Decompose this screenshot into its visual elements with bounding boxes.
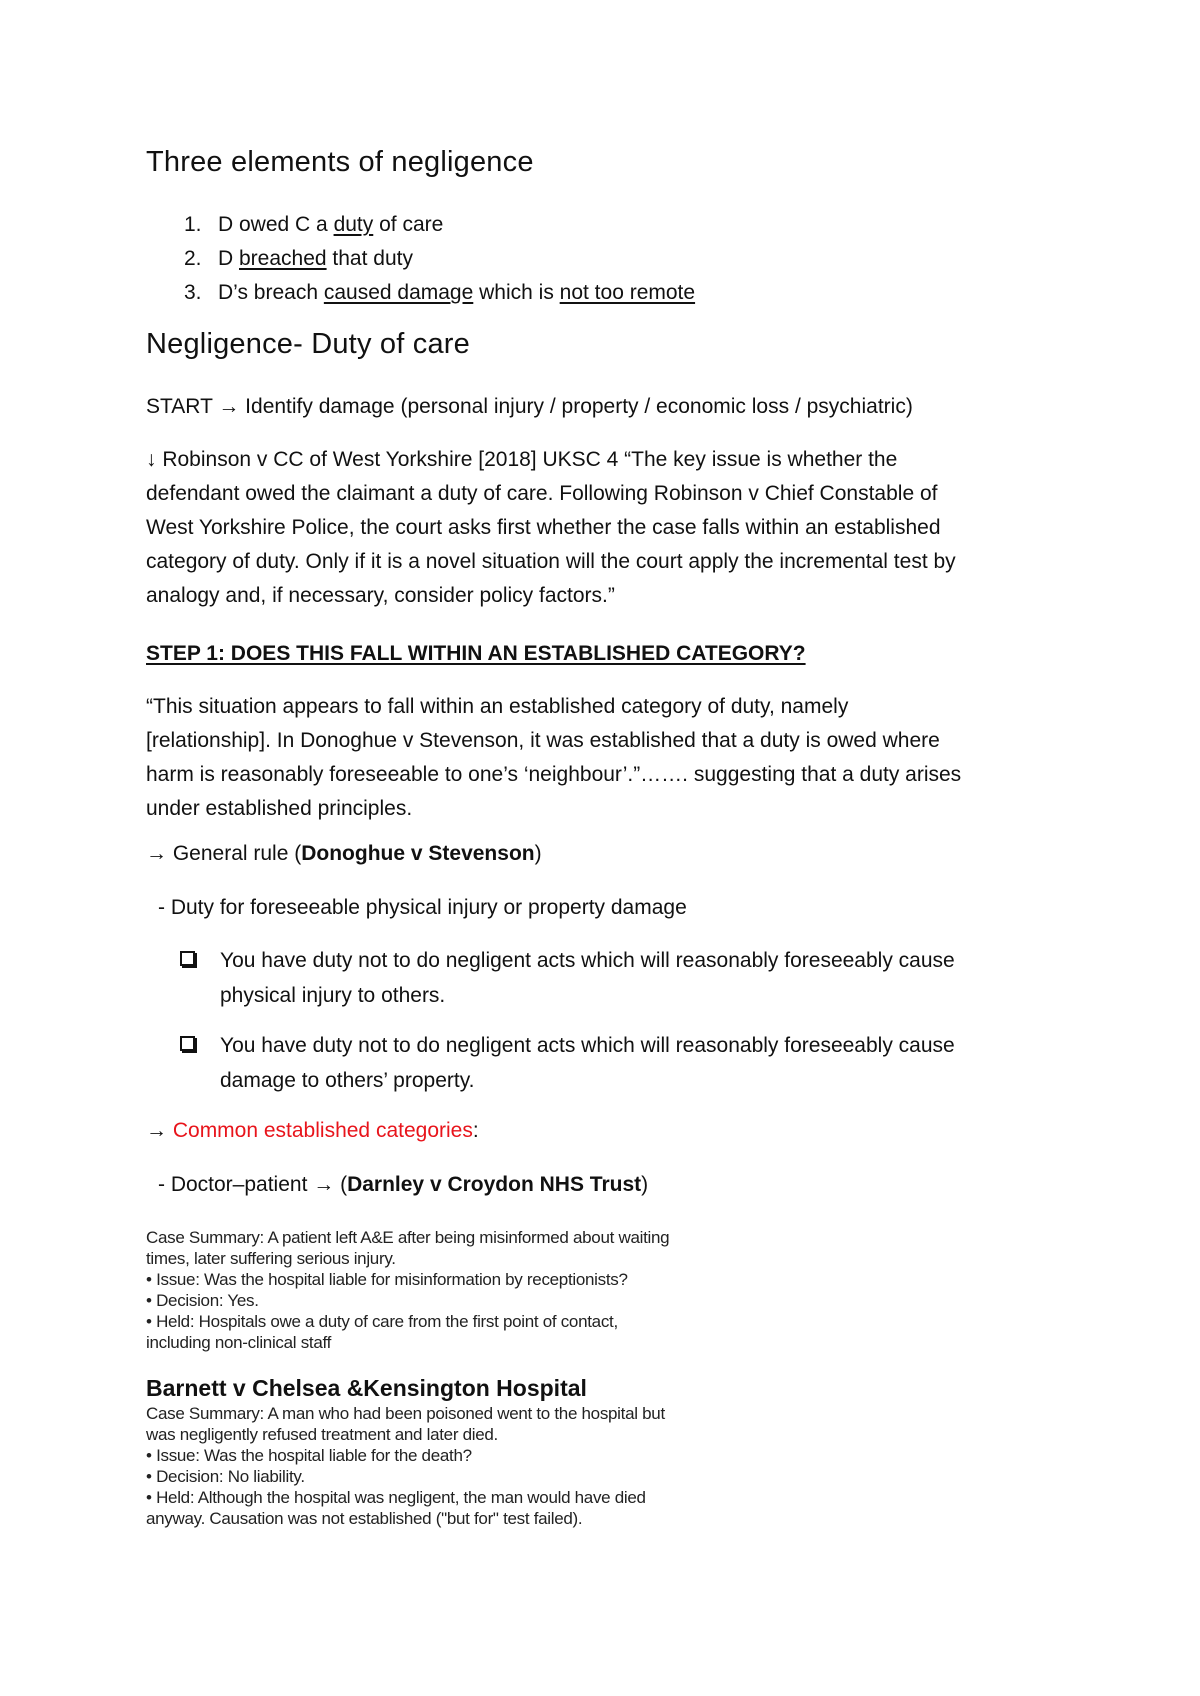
start-line: START → Identify damage (personal injury / property / economic loss / psychiatric) <box>146 395 913 418</box>
case-name: Darnley v Croydon NHS Trust <box>347 1173 642 1196</box>
heading-duty-of-care: Negligence- Duty of care <box>146 328 470 360</box>
case-name: Donoghue v Stevenson <box>301 842 535 865</box>
list-item <box>146 242 846 276</box>
bullet-line: physical injury to others. <box>220 984 446 1007</box>
list-text: of care <box>373 213 444 236</box>
darnley-summary <box>146 1227 766 1353</box>
bullet-text <box>220 943 1060 1013</box>
summary-line: • Held: Although the hospital was negligent, the man would have died <box>146 1488 646 1507</box>
barnett-summary <box>146 1403 766 1529</box>
duty-line: - Duty for foreseeable physical injury or property damage <box>158 896 687 919</box>
list-text: D’s breach <box>218 281 324 304</box>
paragraph-line: “This situation appears to fall within an established category of duty, namely <box>146 695 849 718</box>
text: → General rule ( <box>146 842 302 865</box>
step1-heading: STEP 1: DOES THIS FALL WITHIN AN ESTABLISHED CATEGORY? <box>146 642 806 665</box>
paragraph-line: analogy and, if necessary, consider policy factors.” <box>146 584 615 607</box>
heading-three-elements: Three elements of negligence <box>146 146 534 178</box>
bullet-line: damage to others’ property. <box>220 1069 475 1092</box>
summary-line: Case Summary: A man who had been poisoned went to the hospital but <box>146 1404 665 1423</box>
underlined-term: caused damage <box>323 281 474 304</box>
paragraph-line: category of duty. Only if it is a novel situation will the court apply the incremental test by <box>146 550 956 573</box>
barnett-heading: Barnett v Chelsea &Kensington Hospital <box>146 1375 587 1401</box>
summary-line: including non-clinical staff <box>146 1333 332 1352</box>
summary-line: was negligently refused treatment and later died. <box>146 1425 498 1444</box>
checkbox-bullet-icon <box>180 1036 195 1051</box>
list-item <box>146 276 846 310</box>
list-number: 2. <box>184 247 202 270</box>
list-number: 3. <box>184 281 202 304</box>
bullet-item <box>180 943 1060 1013</box>
text: ) <box>534 842 542 865</box>
summary-line: • Held: Hospitals owe a duty of care from the first point of contact, <box>146 1312 618 1331</box>
elements-list <box>146 208 846 310</box>
list-text: which is <box>473 281 560 304</box>
summary-line: • Decision: Yes. <box>146 1291 259 1310</box>
general-rule-line <box>146 837 1076 871</box>
paragraph-line: harm is reasonably foreseeable to one’s ‘neighbour’.”……. suggesting that a duty arises <box>146 763 962 786</box>
robinson-paragraph <box>146 443 1076 613</box>
list-text: D <box>218 247 239 270</box>
summary-line: Case Summary: A patient left A&E after being misinformed about waiting <box>146 1228 670 1247</box>
bullet-line: You have duty not to do negligent acts which will reasonably foreseeably cause <box>220 949 955 972</box>
paragraph-line: ↓ Robinson v CC of West Yorkshire [2018] UKSC 4 “The key issue is whether the <box>146 448 898 471</box>
situation-paragraph <box>146 690 1076 826</box>
red-highlight: Common established categories <box>172 1119 473 1142</box>
list-text: D owed C a <box>218 213 334 236</box>
paragraph-line: defendant owed the claimant a duty of care. Following Robinson v Chief Constable of <box>146 482 938 505</box>
bullet-item <box>180 1028 1060 1098</box>
summary-line: • Issue: Was the hospital liable for misinformation by receptionists? <box>146 1270 628 1289</box>
summary-line: • Decision: No liability. <box>146 1467 305 1486</box>
text: : <box>472 1119 479 1142</box>
underlined-term: not too remote <box>559 281 696 304</box>
doctor-patient-line <box>158 1168 1088 1202</box>
list-text: that duty <box>326 247 413 270</box>
checkbox-bullet-icon <box>180 951 195 966</box>
bullet-line: You have duty not to do negligent acts which will reasonably foreseeably cause <box>220 1034 955 1057</box>
underlined-term: duty <box>333 213 374 236</box>
summary-line: times, later suffering serious injury. <box>146 1249 396 1268</box>
underlined-term: breached <box>239 247 327 270</box>
text: ) <box>641 1173 649 1196</box>
list-number: 1. <box>184 213 202 236</box>
text: - Doctor–patient → ( <box>158 1173 348 1196</box>
paragraph-line: [relationship]. In Donoghue v Stevenson, it was established that a duty is owed where <box>146 729 940 752</box>
list-item <box>146 208 846 242</box>
arrow-text: → <box>146 1119 173 1142</box>
bullet-text <box>220 1028 1060 1098</box>
paragraph-line: West Yorkshire Police, the court asks first whether the case falls within an established <box>146 516 941 539</box>
summary-line: anyway. Causation was not established ("but for" test failed). <box>146 1509 583 1528</box>
summary-line: • Issue: Was the hospital liable for the death? <box>146 1446 472 1465</box>
paragraph-line: under established principles. <box>146 797 413 820</box>
common-categories-line <box>146 1114 1076 1148</box>
